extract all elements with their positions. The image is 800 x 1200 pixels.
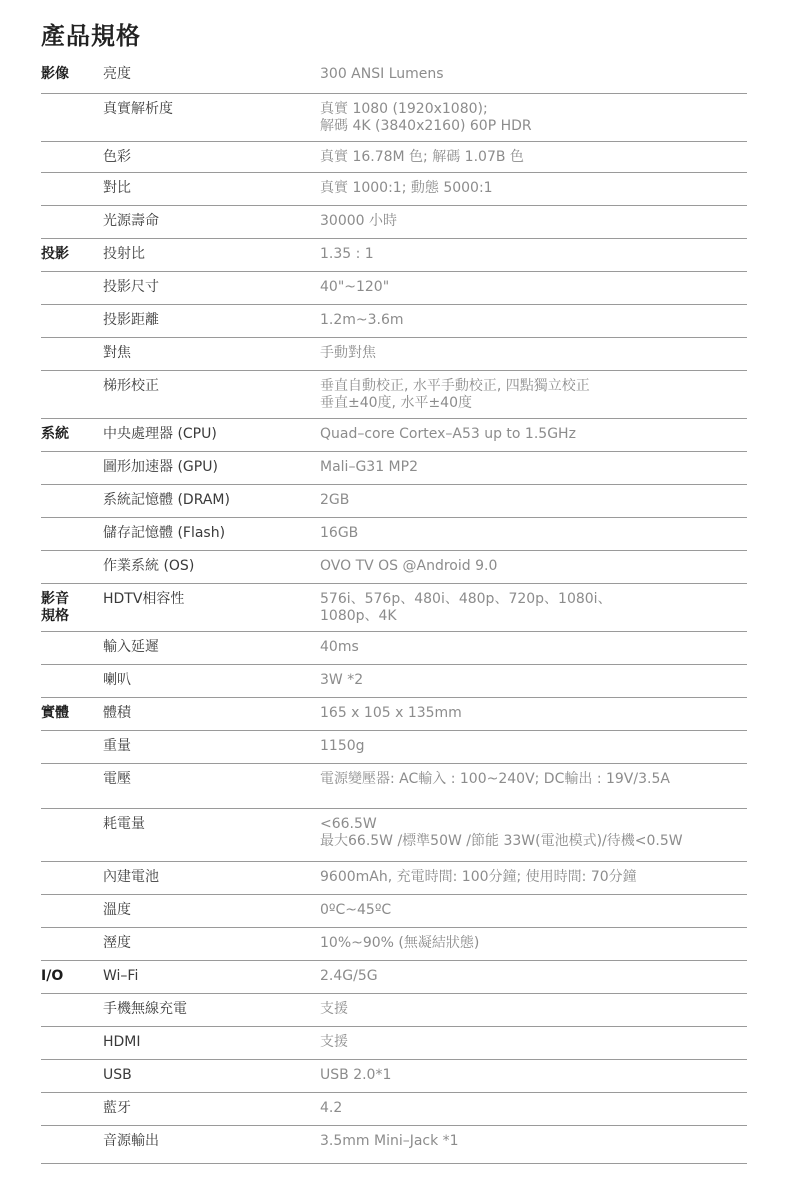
spec-row: [41, 862, 747, 895]
spec-value: 支援: [320, 1034, 348, 1050]
spec-value: 1150g: [320, 738, 365, 754]
spec-value: 4.2: [320, 1100, 343, 1116]
spec-row: [41, 632, 747, 665]
spec-row: [41, 809, 747, 862]
spec-label: 對焦: [103, 345, 131, 361]
spec-label: 溼度: [103, 935, 131, 951]
spec-label: 投影距離: [103, 312, 159, 328]
spec-label: 投射比: [103, 246, 145, 262]
spec-label: 音源輸出: [103, 1133, 159, 1149]
spec-row: [41, 698, 747, 731]
spec-value: 垂直自動校正, 水平手動校正, 四點獨立校正 垂直±40度, 水平±40度: [320, 378, 590, 411]
spec-value: 300 ANSI Lumens: [320, 66, 444, 82]
spec-row: [41, 895, 747, 928]
spec-value: 2GB: [320, 492, 350, 508]
spec-label: 儲存記憶體 (Flash): [103, 525, 226, 541]
spec-label: 電壓: [103, 771, 131, 787]
spec-row: [41, 59, 747, 94]
spec-category: 影像: [41, 66, 81, 89]
spec-value: 真實 1080 (1920x1080); 解碼 4K (3840x2160) 60P HDR: [320, 101, 532, 134]
spec-row: [41, 206, 747, 239]
spec-value: 1.2m~3.6m: [320, 312, 404, 328]
spec-label: Wi–Fi: [103, 968, 139, 984]
spec-row: [41, 338, 747, 371]
spec-label: HDMI: [103, 1034, 141, 1050]
spec-value: 10%~90% (無凝結狀態): [320, 935, 480, 951]
spec-label: 光源壽命: [103, 213, 159, 229]
spec-value: 電源變壓器: AC輸入 : 100~240V; DC輸出 : 19V/3.5A: [320, 771, 670, 787]
spec-table: [41, 59, 747, 1164]
spec-value: 0ºC~45ºC: [320, 902, 392, 918]
spec-label: 重量: [103, 738, 131, 754]
spec-value: 30000 小時: [320, 213, 397, 229]
page-title: 產品規格: [41, 22, 141, 50]
spec-label: 亮度: [103, 66, 131, 82]
spec-value: <66.5W 最大66.5W /標準50W /節能 33W(電池模式)/待機<0.5W: [320, 816, 683, 849]
spec-row: [41, 928, 747, 961]
spec-label: 梯形校正: [103, 378, 159, 394]
spec-category: 實體: [41, 705, 81, 728]
spec-value: 40ms: [320, 639, 359, 655]
spec-label: 耗電量: [103, 816, 145, 832]
spec-value: 9600mAh, 充電時間: 100分鐘; 使用時間: 70分鐘: [320, 869, 637, 885]
spec-label: USB: [103, 1067, 132, 1083]
spec-row: [41, 94, 747, 142]
spec-row: [41, 518, 747, 551]
spec-label: 喇叭: [103, 672, 131, 688]
spec-label: 真實解析度: [103, 101, 173, 117]
spec-value: 3W *2: [320, 672, 364, 688]
spec-row: [41, 584, 747, 632]
spec-value: 3.5mm Mini–Jack *1: [320, 1133, 459, 1149]
spec-row: [41, 305, 747, 338]
spec-value: 16GB: [320, 525, 359, 541]
spec-row: [41, 731, 747, 764]
spec-value: 支援: [320, 1001, 348, 1017]
spec-value: 手動對焦: [320, 345, 376, 361]
spec-category: 影音 規格: [41, 591, 81, 631]
spec-row: [41, 173, 747, 206]
spec-value: USB 2.0*1: [320, 1067, 392, 1083]
spec-category: 投影: [41, 246, 81, 269]
spec-label: 對比: [103, 180, 131, 196]
spec-row: [41, 1060, 747, 1093]
spec-label: 色彩: [103, 149, 131, 165]
spec-value: 真實 16.78M 色; 解碼 1.07B 色: [320, 149, 524, 165]
spec-label: 溫度: [103, 902, 131, 918]
spec-value: 576i、576p、480i、480p、720p、1080i、 1080p、4K: [320, 591, 612, 624]
spec-row: [41, 1126, 747, 1164]
spec-category: 系統: [41, 426, 81, 449]
spec-category: I/O: [41, 968, 81, 991]
spec-label: 中央處理器 (CPU): [103, 426, 217, 442]
spec-row: [41, 371, 747, 419]
spec-row: [41, 419, 747, 452]
spec-value: 40"~120": [320, 279, 390, 295]
spec-row: [41, 485, 747, 518]
spec-label: 輸入延遲: [103, 639, 159, 655]
spec-row: [41, 961, 747, 994]
spec-value: 1.35 : 1: [320, 246, 374, 262]
spec-row: [41, 764, 747, 809]
spec-row: [41, 142, 747, 173]
spec-value: Mali–G31 MP2: [320, 459, 418, 475]
spec-row: [41, 239, 747, 272]
spec-label: 體積: [103, 705, 131, 721]
spec-value: 2.4G/5G: [320, 968, 378, 984]
spec-row: [41, 452, 747, 485]
spec-label: HDTV相容性: [103, 591, 185, 607]
spec-row: [41, 1093, 747, 1126]
spec-value: 165 x 105 x 135mm: [320, 705, 462, 721]
spec-value: Quad–core Cortex–A53 up to 1.5GHz: [320, 426, 576, 442]
spec-row: [41, 665, 747, 698]
spec-label: 投影尺寸: [103, 279, 159, 295]
spec-label: 手機無線充電: [103, 1001, 187, 1017]
spec-label: 藍牙: [103, 1100, 131, 1116]
spec-row: [41, 272, 747, 305]
spec-label: 圖形加速器 (GPU): [103, 459, 218, 475]
spec-value: 真實 1000:1; 動態 5000:1: [320, 180, 493, 196]
spec-label: 系統記憶體 (DRAM): [103, 492, 230, 508]
spec-row: [41, 1027, 747, 1060]
spec-row: [41, 551, 747, 584]
spec-label: 內建電池: [103, 869, 159, 885]
spec-row: [41, 994, 747, 1027]
spec-value: OVO TV OS @Android 9.0: [320, 558, 498, 574]
spec-label: 作業系統 (OS): [103, 558, 195, 574]
